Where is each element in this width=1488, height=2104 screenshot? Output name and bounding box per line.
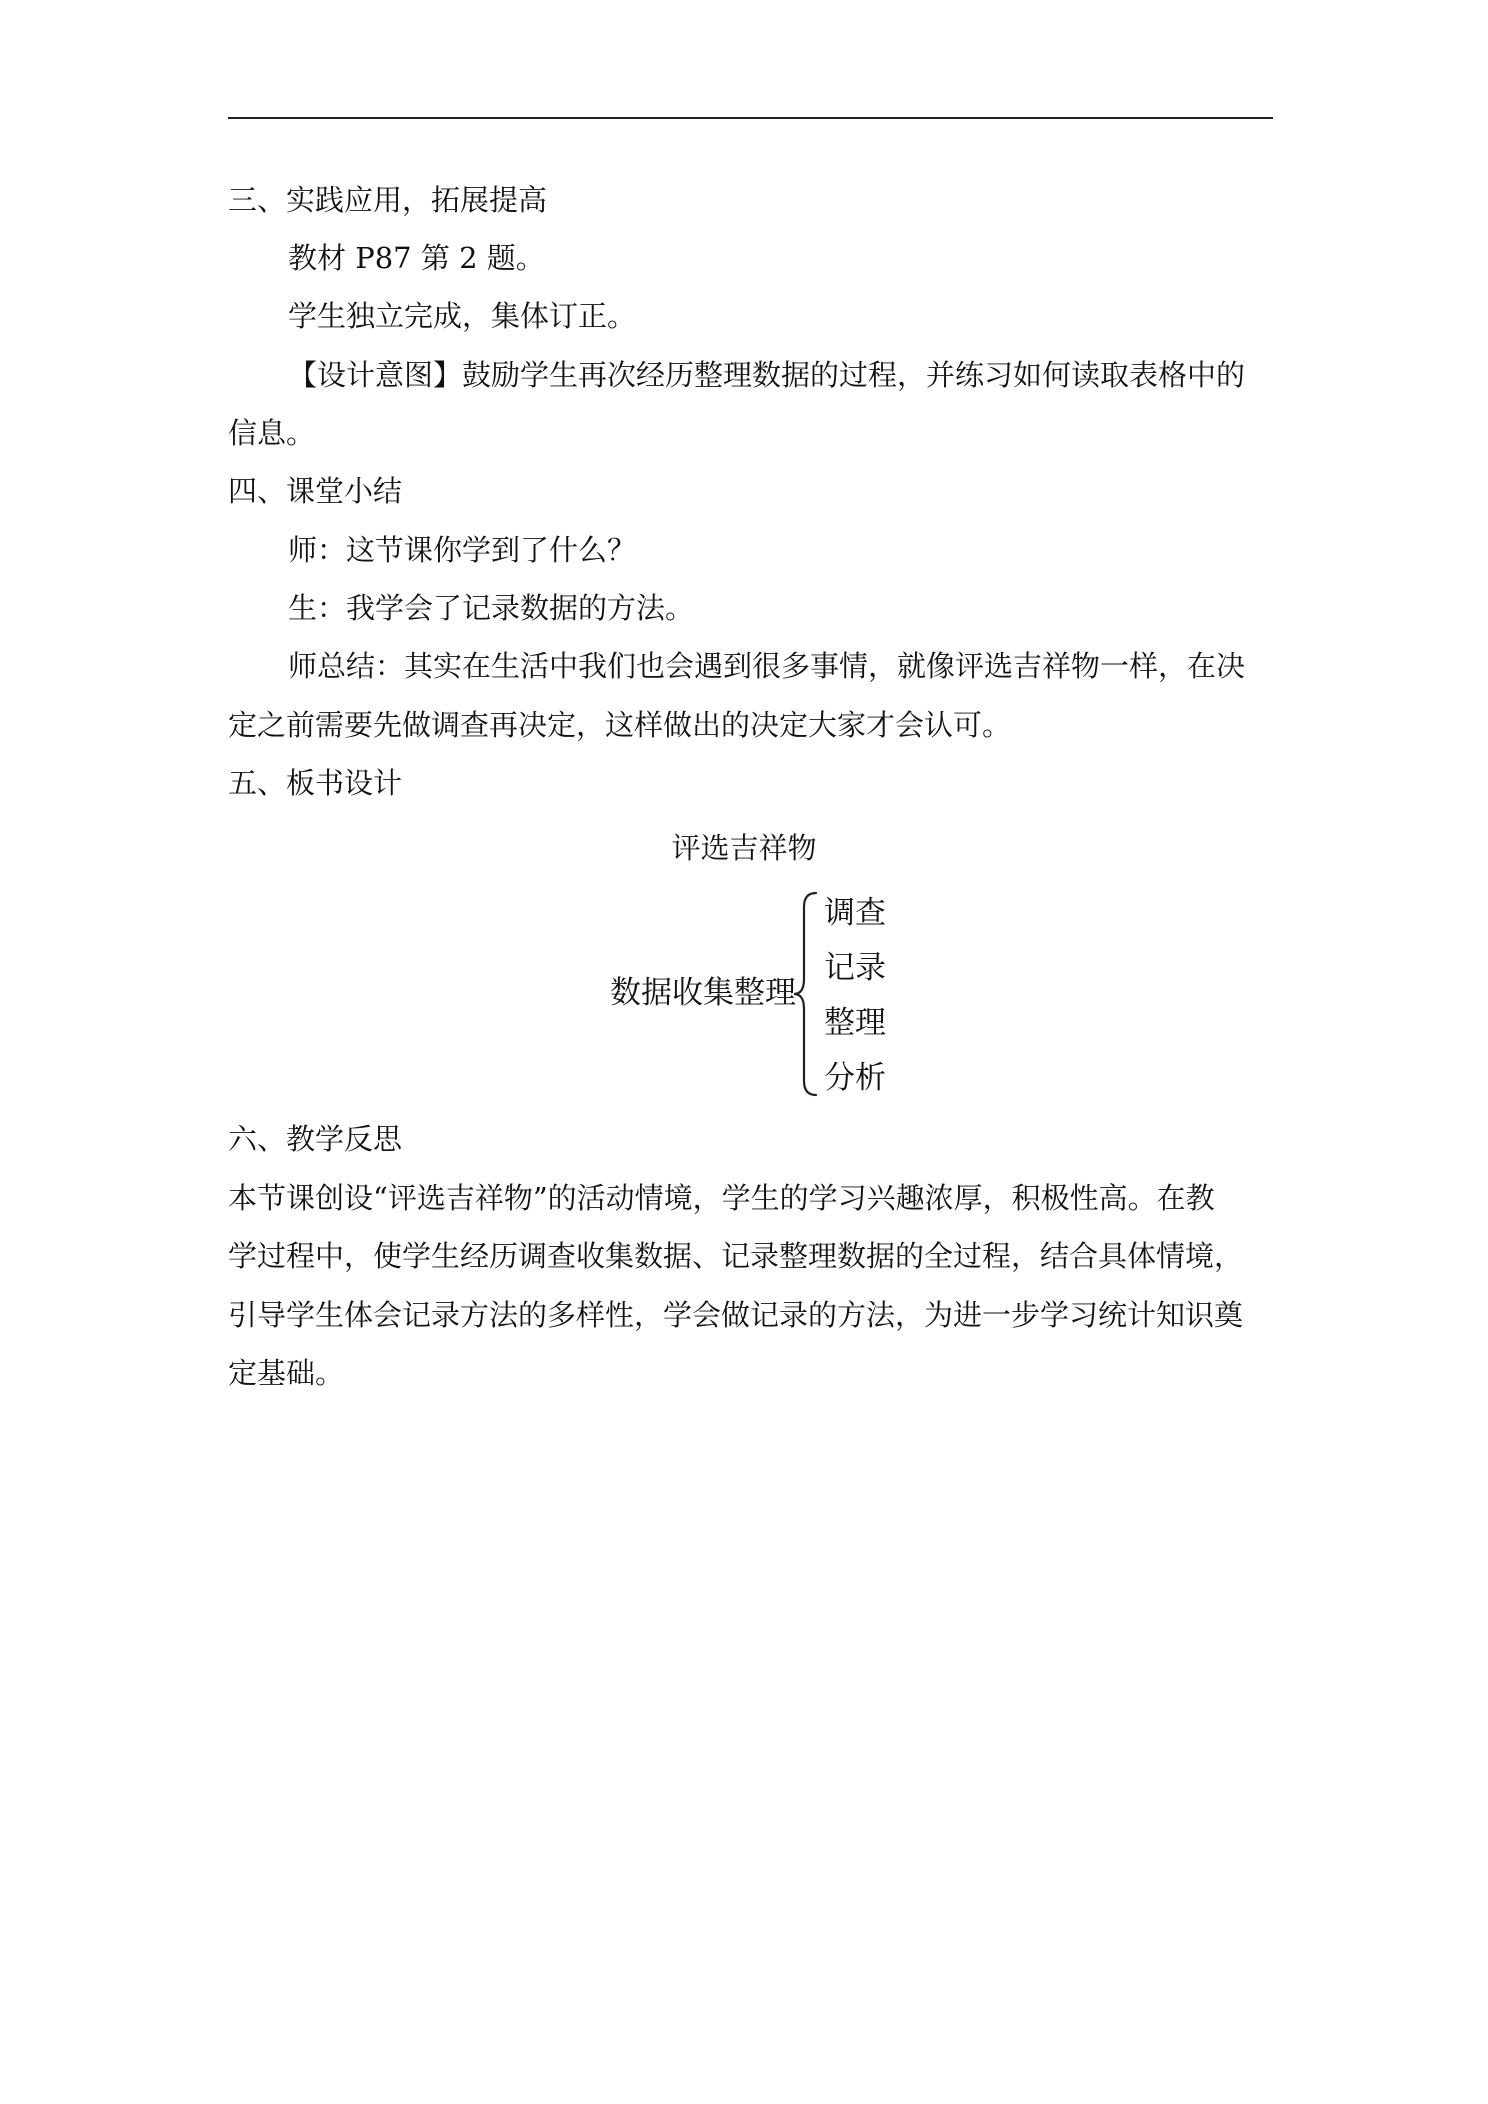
- section-6-title: 六、教学反思: [228, 1122, 403, 1156]
- section-6-para-line-1: 本节课创设“评选吉祥物”的活动情境，学生的学习兴趣浓厚，积极性高。在教: [228, 1181, 1215, 1215]
- header-rule: [228, 117, 1273, 119]
- section-6-para-line-3: 引导学生体会记录方法的多样性，学会做记录的方法，为进一步学习统计知识奠: [228, 1298, 1244, 1332]
- section-4-para-1: 师：这节课你学到了什么？: [288, 533, 637, 567]
- section-5-title: 五、板书设计: [228, 766, 403, 800]
- board-diagram: [600, 885, 920, 1105]
- section-4-title: 四、课堂小结: [228, 474, 403, 508]
- section-3-design-intent-line-2: 信息。: [228, 416, 316, 450]
- board-main-topic: 数据收集整理: [610, 975, 796, 1011]
- section-4-para-2: 生：我学会了记录数据的方法。: [288, 591, 695, 625]
- section-6-para-line-4: 定基础。: [228, 1356, 345, 1390]
- board-item-organize: 整理: [824, 1005, 886, 1041]
- section-4-summary-line-1: 师总结：其实在生活中我们也会遇到很多事情，就像评选吉祥物一样，在决: [288, 649, 1246, 683]
- section-3-design-intent-line-1: 【设计意图】鼓励学生再次经历整理数据的过程，并练习如何读取表格中的: [288, 358, 1246, 392]
- section-3-para-1: 教材 P87 第 2 题。: [288, 241, 545, 275]
- board-item-analyze: 分析: [824, 1060, 886, 1096]
- board-item-survey: 调查: [824, 895, 886, 931]
- section-3-para-2: 学生独立完成，集体订正。: [288, 299, 637, 333]
- section-4-summary-line-2: 定之前需要先做调查再决定，这样做出的决定大家才会认可。: [228, 708, 1012, 742]
- section-3-title: 三、实践应用，拓展提高: [228, 183, 548, 217]
- curly-brace-icon: [792, 891, 826, 1097]
- section-6-para-line-2: 学过程中，使学生经历调查收集数据、记录整理数据的全过程，结合具体情境，: [228, 1239, 1244, 1273]
- board-title: 评选吉祥物: [671, 831, 817, 865]
- board-item-record: 记录: [824, 950, 886, 986]
